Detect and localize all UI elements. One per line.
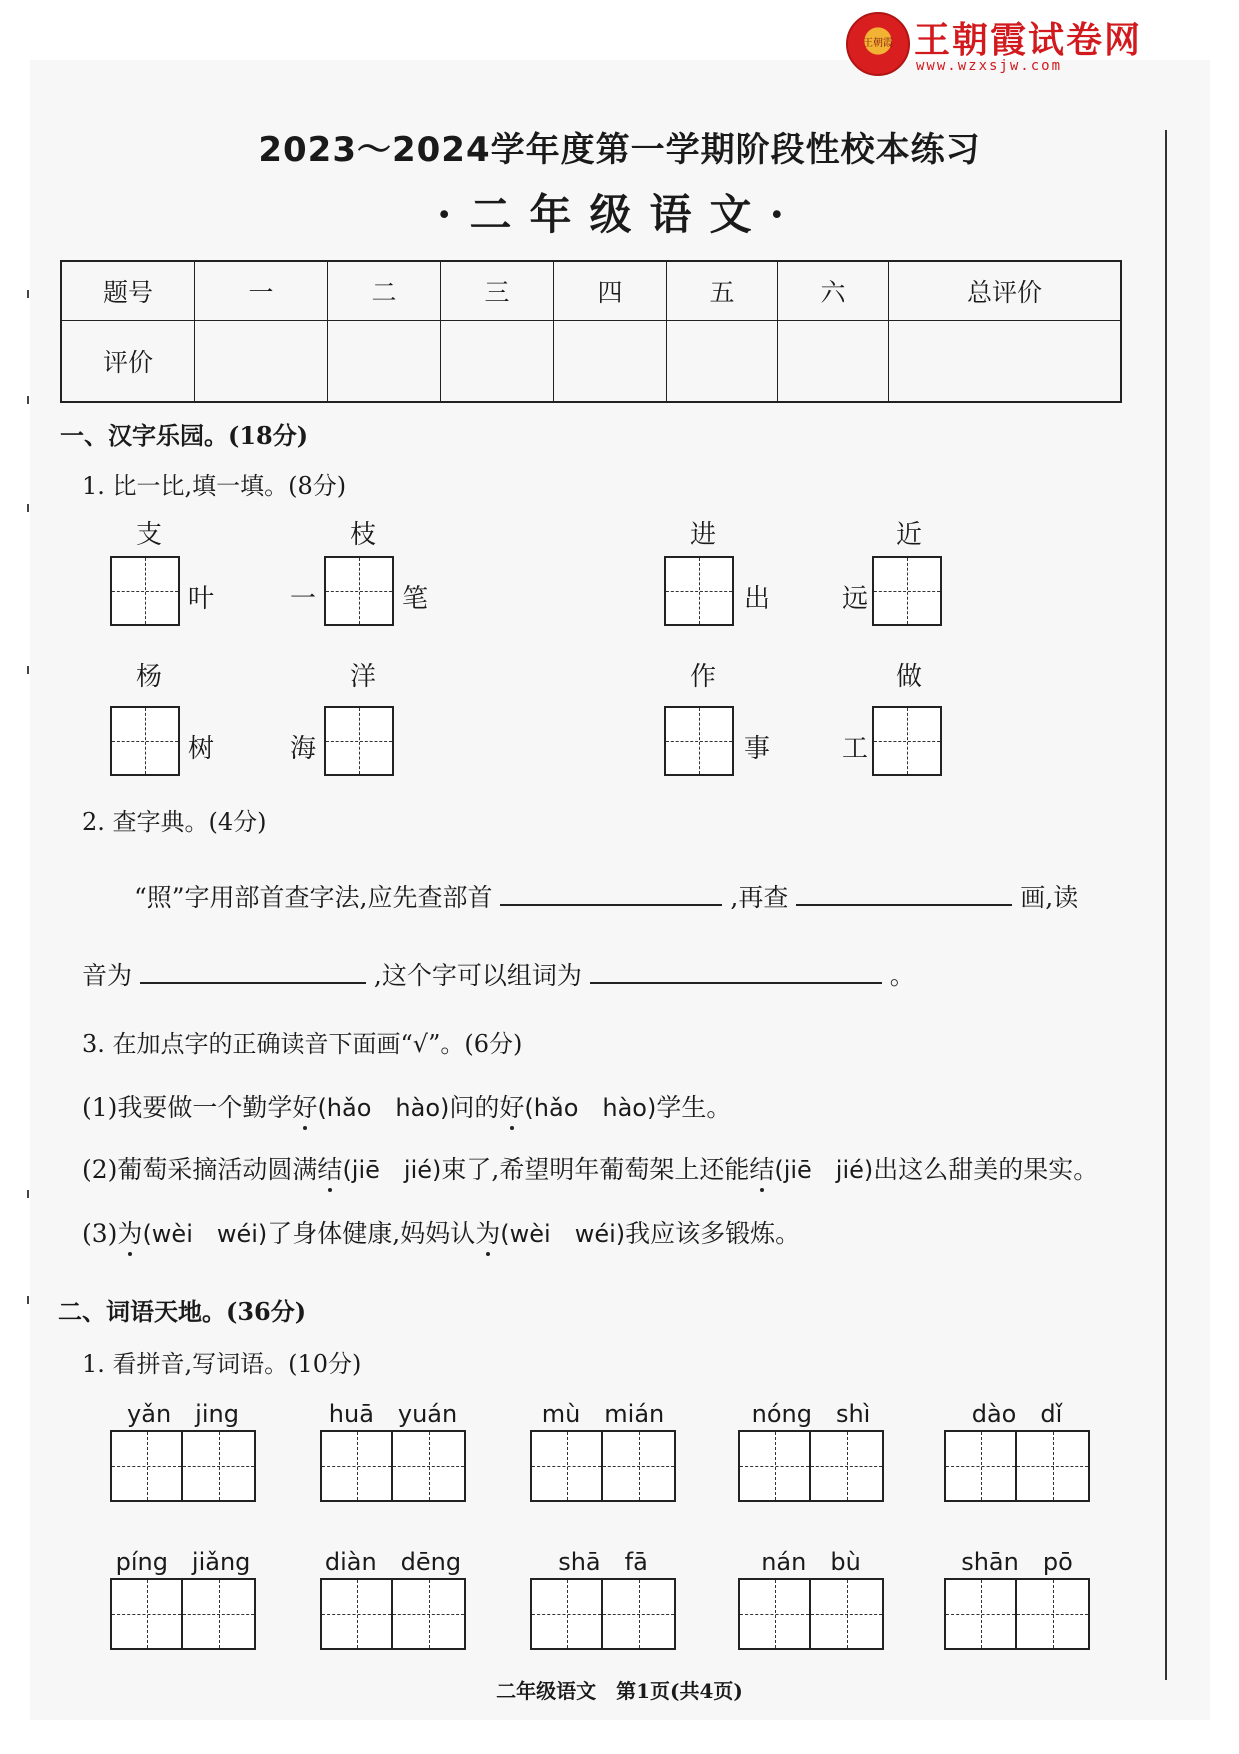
- score-cell[interactable]: [778, 321, 889, 403]
- word-writing-grid[interactable]: [738, 1430, 884, 1502]
- word-part: 出: [744, 584, 771, 614]
- text-fragment: 音为: [82, 961, 133, 990]
- section-2-heading: 二、词语天地。(36分): [58, 1297, 307, 1326]
- question-1-1-heading: 1. 比一比,填一填。(8分): [82, 472, 347, 500]
- dotted-char: 结: [317, 1155, 343, 1184]
- score-header-cell: 五: [667, 261, 778, 321]
- score-header-cell: 二: [328, 261, 441, 321]
- margin-mark: [27, 396, 35, 404]
- dotted-char: 为: [475, 1219, 501, 1248]
- text-fragment: (3): [82, 1219, 118, 1248]
- text-fragment: 了身体健康,妈妈认: [267, 1219, 476, 1248]
- logo-url: www.wzxsjw.com: [916, 58, 1063, 74]
- pinyin-prompt: dào dǐ: [971, 1400, 1063, 1428]
- text-fragment: 束了,希望明年葡萄架上还能: [441, 1155, 750, 1184]
- seal-icon: [846, 12, 910, 76]
- pinyin-prompt: shā fā: [558, 1548, 648, 1576]
- pronunciation-sentence: [82, 1150, 1098, 1186]
- text-fragment: (1)我要做一个勤学: [82, 1093, 293, 1122]
- dotted-char: 为: [117, 1219, 143, 1248]
- compare-char: 作: [689, 662, 716, 692]
- text-fragment: ,再查: [730, 883, 789, 912]
- dictionary-line-1: [134, 878, 1078, 914]
- pronunciation-sentence: [82, 1214, 800, 1250]
- margin-mark: [27, 1296, 35, 1304]
- logo-name: 王朝霞试卷网: [914, 20, 1143, 61]
- margin-mark: [27, 504, 35, 512]
- site-logo: [846, 12, 1166, 76]
- pinyin-options[interactable]: (jiē jié): [342, 1156, 442, 1184]
- dotted-char: 好: [499, 1093, 525, 1122]
- section-1-heading: 一、汉字乐园。(18分): [60, 421, 309, 450]
- pinyin-prompt: píng jiǎng: [115, 1548, 251, 1576]
- score-header-cell: 四: [554, 261, 667, 321]
- writing-grid[interactable]: [110, 556, 180, 626]
- score-table-header-row: [61, 261, 1121, 321]
- score-table-eval-row: [61, 321, 1121, 403]
- pinyin-prompt: diàn dēng: [324, 1548, 462, 1576]
- score-cell[interactable]: [195, 321, 328, 403]
- word-writing-grid[interactable]: [944, 1430, 1090, 1502]
- pinyin-options[interactable]: (wèi wéi): [142, 1220, 268, 1248]
- score-cell[interactable]: [889, 321, 1122, 403]
- pinyin-prompt: yǎn jing: [127, 1400, 239, 1428]
- word-writing-grid[interactable]: [738, 1578, 884, 1650]
- margin-mark: [27, 290, 35, 298]
- compare-char: 枝: [349, 520, 376, 550]
- writing-grid[interactable]: [664, 706, 734, 776]
- answer-blank-pinyin[interactable]: [140, 982, 366, 984]
- exam-subtitle: ·二年级语文·: [436, 190, 803, 239]
- score-header-cell: 总评价: [889, 261, 1122, 321]
- pinyin-options[interactable]: (hǎo hào): [524, 1094, 657, 1122]
- dotted-char: 结: [749, 1155, 775, 1184]
- dictionary-line-2: [82, 956, 915, 992]
- word-writing-grid[interactable]: [110, 1578, 256, 1650]
- text-fragment: 我应该多锻炼。: [625, 1219, 801, 1248]
- pinyin-prompt: nóng shì: [751, 1400, 871, 1428]
- pinyin-prompt: shān pō: [961, 1548, 1073, 1576]
- compare-char: 近: [895, 520, 922, 550]
- page-footer: 二年级语文 第1页(共4页): [496, 1679, 743, 1703]
- question-1-2-heading: 2. 查字典。(4分): [82, 808, 267, 836]
- text-fragment: 画,读: [1020, 883, 1079, 912]
- compare-char: 做: [895, 662, 922, 692]
- exam-title: 2023～2024学年度第一学期阶段性校本练习: [258, 130, 981, 170]
- text-fragment: 。: [889, 961, 915, 990]
- writing-grid[interactable]: [110, 706, 180, 776]
- question-2-1-heading: 1. 看拼音,写词语。(10分): [82, 1350, 362, 1378]
- dotted-char: 好: [292, 1093, 318, 1122]
- score-cell[interactable]: [667, 321, 778, 403]
- score-header-cell: 题号: [61, 261, 195, 321]
- margin-mark: [27, 666, 35, 674]
- word-part: 工: [842, 734, 869, 764]
- margin-mark: [27, 1190, 35, 1198]
- compare-char: 支: [135, 520, 162, 550]
- answer-blank-word[interactable]: [590, 982, 882, 984]
- pinyin-options[interactable]: (hǎo hào): [317, 1094, 450, 1122]
- text-fragment: “照”字用部首查字法,应先查部首: [134, 883, 493, 912]
- score-header-cell: 六: [778, 261, 889, 321]
- answer-blank-strokes[interactable]: [796, 904, 1012, 906]
- word-part: 海: [290, 734, 317, 764]
- writing-grid[interactable]: [664, 556, 734, 626]
- pinyin-prompt: mù mián: [541, 1400, 665, 1428]
- compare-char: 洋: [349, 662, 376, 692]
- score-cell[interactable]: [441, 321, 554, 403]
- score-header-cell: 三: [441, 261, 554, 321]
- text-fragment: 学生。: [656, 1093, 732, 1122]
- score-header-cell: 一: [195, 261, 328, 321]
- word-writing-grid[interactable]: [320, 1578, 466, 1650]
- pronunciation-sentence: [82, 1088, 731, 1124]
- word-writing-grid[interactable]: [944, 1578, 1090, 1650]
- pinyin-options[interactable]: (jiē jié): [774, 1156, 874, 1184]
- writing-grid[interactable]: [872, 556, 942, 626]
- word-writing-grid[interactable]: [530, 1430, 676, 1502]
- word-part: 叶: [188, 584, 215, 614]
- seal-text: 王朝霞: [863, 38, 893, 49]
- writing-grid[interactable]: [324, 556, 394, 626]
- answer-blank-radical[interactable]: [500, 904, 722, 906]
- score-cell[interactable]: [328, 321, 441, 403]
- pinyin-prompt: huā yuán: [328, 1400, 458, 1428]
- text-fragment: 出这么甜美的果实。: [873, 1155, 1099, 1184]
- score-table: [60, 260, 1122, 403]
- text-fragment: ,这个字可以组词为: [373, 961, 582, 990]
- score-cell[interactable]: [554, 321, 667, 403]
- writing-grid[interactable]: [324, 706, 394, 776]
- word-writing-grid[interactable]: [320, 1430, 466, 1502]
- question-1-3-heading: 3. 在加点字的正确读音下面画“√”。(6分): [82, 1030, 523, 1058]
- word-writing-grid[interactable]: [110, 1430, 256, 1502]
- word-part: 一: [290, 584, 317, 614]
- pinyin-prompt: nán bù: [761, 1548, 861, 1576]
- word-part: 树: [188, 734, 215, 764]
- text-fragment: 问的: [449, 1093, 500, 1122]
- word-part: 笔: [402, 584, 429, 614]
- text-fragment: (2)葡萄采摘活动圆满: [82, 1155, 318, 1184]
- score-row-label: 评价: [61, 321, 195, 403]
- compare-char: 杨: [135, 662, 162, 692]
- right-binding-rule: [1165, 130, 1167, 1680]
- writing-grid[interactable]: [872, 706, 942, 776]
- word-writing-grid[interactable]: [530, 1578, 676, 1650]
- word-part: 事: [744, 734, 771, 764]
- pinyin-options[interactable]: (wèi wéi): [500, 1220, 626, 1248]
- word-part: 远: [842, 584, 869, 614]
- compare-char: 进: [689, 520, 716, 550]
